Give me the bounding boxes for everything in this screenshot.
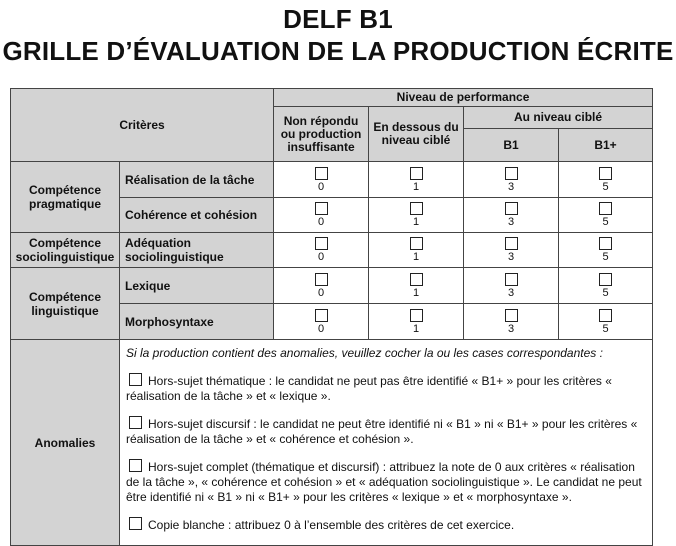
anomaly-item[interactable] — [126, 416, 646, 447]
non-repondu-header: Non répondu ou production insuffisante — [274, 107, 369, 162]
table-row — [11, 268, 653, 304]
anomalies-intro: Si la production contient des anomalies, veuillez cocher la ou les cases correspondantes : — [126, 346, 603, 360]
score-cell[interactable] — [464, 198, 559, 233]
score-value: 5 — [602, 286, 609, 299]
anomalies-row — [11, 340, 653, 546]
anomaly-text: Copie blanche : attribuez 0 à l’ensemble des critères de cet exercice. — [148, 518, 515, 532]
evaluation-grid — [10, 88, 653, 546]
score-value: 0 — [317, 286, 325, 299]
checkbox[interactable] — [599, 237, 612, 250]
criterion-morphosyntaxe: Morphosyntaxe — [120, 304, 274, 340]
score-value: 3 — [507, 286, 515, 299]
checkbox[interactable] — [410, 309, 423, 322]
score-value: 3 — [507, 180, 515, 193]
anomaly-text: Hors-sujet thématique : le candidat ne peut pas être identifié « B1+ » pour les critères « réalisation de la tâche » et « lexique ». — [126, 374, 612, 403]
score-cell[interactable] — [559, 198, 653, 233]
anomaly-item[interactable] — [126, 517, 646, 533]
checkbox[interactable] — [410, 167, 423, 180]
en-dessous-header: En dessous du niveau ciblé — [369, 107, 464, 162]
score-cell[interactable] — [369, 162, 464, 198]
score-value: 1 — [412, 216, 420, 228]
score-value: 0 — [317, 216, 325, 228]
score-value: 1 — [412, 180, 420, 193]
score-value: 0 — [317, 251, 325, 263]
criterion-realisation: Réalisation de la tâche — [120, 162, 274, 198]
checkbox[interactable] — [315, 273, 328, 286]
page-subtitle: GRILLE D’ÉVALUATION DE LA PRODUCTION ÉCRITE — [2, 36, 674, 66]
checkbox[interactable] — [505, 273, 518, 286]
b1-header: B1 — [464, 129, 559, 162]
score-cell[interactable] — [559, 304, 653, 340]
score-cell[interactable] — [274, 268, 369, 304]
score-cell[interactable] — [369, 268, 464, 304]
checkbox[interactable] — [599, 273, 612, 286]
score-value: 0 — [317, 322, 325, 335]
checkbox[interactable] — [315, 309, 328, 322]
group-linguistique: Compétence linguistique — [11, 268, 120, 340]
checkbox[interactable] — [599, 309, 612, 322]
score-cell[interactable] — [369, 198, 464, 233]
checkbox[interactable] — [505, 202, 518, 215]
score-value: 1 — [412, 251, 420, 263]
checkbox[interactable] — [599, 202, 612, 215]
anomalies-label: Anomalies — [11, 340, 120, 546]
score-value: 5 — [602, 322, 609, 335]
anomalies-content — [120, 340, 653, 546]
score-cell[interactable] — [464, 304, 559, 340]
checkbox[interactable] — [410, 237, 423, 250]
score-value: 1 — [412, 286, 420, 299]
score-cell[interactable] — [274, 233, 369, 268]
au-niveau-header: Au niveau ciblé — [464, 107, 653, 129]
score-cell[interactable] — [559, 268, 653, 304]
anomaly-item[interactable] — [126, 373, 646, 404]
score-cell[interactable] — [274, 162, 369, 198]
score-value: 5 — [602, 180, 609, 193]
score-cell[interactable] — [369, 233, 464, 268]
checkbox[interactable] — [315, 167, 328, 180]
checkbox[interactable] — [505, 237, 518, 250]
page-title: DELF B1 — [283, 4, 393, 34]
checkbox[interactable] — [315, 237, 328, 250]
score-value: 0 — [317, 180, 325, 193]
checkbox[interactable] — [410, 202, 423, 215]
score-cell[interactable] — [464, 268, 559, 304]
group-pragmatique: Compétence pragmatique — [11, 162, 120, 233]
checkbox[interactable] — [410, 273, 423, 286]
anomaly-text: Hors-sujet complet (thématique et discursif) : attribuez la note de 0 aux critères « réalisation de la tâche », « cohérence et cohésion » et « adéquation sociolinguistique ». Le candidat ne peut être identifié ni « B1 » ni « B1+ » pour les critères « lexique » et « morphosyntaxe ». — [126, 460, 642, 504]
criterion-lexique: Lexique — [120, 268, 274, 304]
score-cell[interactable] — [274, 304, 369, 340]
score-value: 5 — [602, 216, 609, 228]
criterion-adequation: Adéquation sociolinguistique — [120, 233, 274, 268]
criterion-coherence: Cohérence et cohésion — [120, 198, 274, 233]
anomaly-text: Hors-sujet discursif : le candidat ne peut être identifié ni « B1 » ni « B1+ » pour les critères « réalisation de la tâche » et « cohérence et cohésion ». — [126, 417, 638, 446]
checkbox[interactable] — [129, 517, 142, 530]
anomaly-item[interactable] — [126, 459, 646, 505]
checkbox[interactable] — [129, 373, 142, 386]
score-value: 3 — [507, 216, 515, 228]
checkbox[interactable] — [505, 167, 518, 180]
score-cell[interactable] — [369, 304, 464, 340]
niveau-header: Niveau de performance — [274, 89, 653, 107]
checkbox[interactable] — [129, 416, 142, 429]
score-cell[interactable] — [274, 198, 369, 233]
checkbox[interactable] — [599, 167, 612, 180]
score-value: 3 — [507, 322, 515, 335]
score-cell[interactable] — [464, 162, 559, 198]
checkbox[interactable] — [129, 459, 142, 472]
score-value: 3 — [507, 251, 515, 263]
group-sociolinguistique: Compétence sociolinguistique — [11, 233, 120, 268]
table-row — [11, 233, 653, 268]
score-cell[interactable] — [559, 233, 653, 268]
checkbox[interactable] — [505, 309, 518, 322]
table-row — [11, 162, 653, 198]
score-value: 5 — [602, 251, 609, 263]
score-value: 1 — [412, 322, 420, 335]
checkbox[interactable] — [315, 202, 328, 215]
b1plus-header: B1+ — [559, 129, 653, 162]
score-cell[interactable] — [559, 162, 653, 198]
criteres-header: Critères — [11, 89, 274, 162]
score-cell[interactable] — [464, 233, 559, 268]
